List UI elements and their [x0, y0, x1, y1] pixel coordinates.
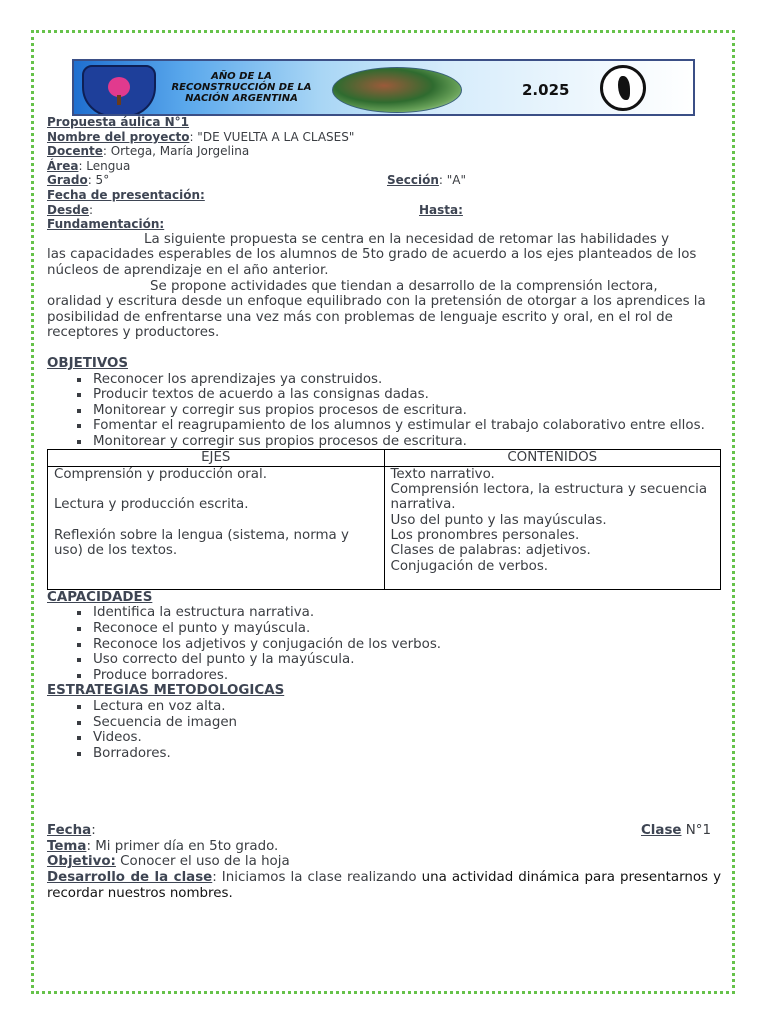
clase-label: Clase: [640, 823, 682, 839]
docente-label: Docente: [47, 144, 103, 159]
contenido-item: Los pronombres personales.: [390, 527, 580, 543]
document-body: [47, 115, 721, 901]
reconstruction-seal-logo: [600, 65, 646, 111]
school-photo: [332, 67, 462, 113]
eje-item: Comprensión y producción oral.: [54, 466, 267, 482]
hasta-label: Hasta:: [419, 202, 463, 217]
banner-title: AÑO DE LA RECONSTRUCCIÓN DE LA NACIÓN ARGENTINA: [171, 71, 312, 104]
paragraph-1-rest: las capacidades esperables de los alumnos de 5to grado de acuerdo a los ejes planteados de los núcleos de aprendizaje en el año anterior.: [47, 247, 697, 278]
list-item: ▪ Monitorear y corregir sus propios procesos de escritura.: [91, 403, 721, 419]
estrategias-heading: ESTRATEGIAS METODOLOGICAS: [47, 683, 285, 699]
list-item: ▪ Borradores.: [91, 746, 721, 762]
desde-label: Desde: [47, 202, 89, 217]
list-item: ▪ Reconocer los aprendizajes ya construidos.: [91, 372, 721, 388]
objetivo-value: Conocer el uso de la hoja: [115, 854, 290, 870]
list-item: ▪ Producir textos de acuerdo a las consignas dadas.: [91, 387, 721, 403]
proyecto-label: Nombre del proyecto: [47, 129, 190, 144]
list-item: ▪ Secuencia de imagen: [91, 715, 721, 731]
grado-value: : 5°: [87, 173, 110, 188]
fundamentacion-label: Fundamentación:: [47, 217, 165, 232]
proyecto-value: : "DE VUELTA A LA CLASES": [189, 129, 355, 144]
propuesta-label: Propuesta áulica N°1: [47, 115, 190, 129]
objetivos-heading: OBJETIVOS: [47, 355, 128, 371]
fecha-clase-row: [47, 823, 721, 839]
list-item: ▪ Monitorear y corregir sus propios procesos de escritura.: [91, 434, 721, 450]
fecha-presentacion-label: Fecha de presentación:: [47, 187, 205, 202]
grado-label: Grado: [47, 173, 88, 188]
capacidades-heading: CAPACIDADES: [47, 589, 153, 605]
fundamentacion-paragraph-1: [47, 232, 721, 279]
eje-item: Lectura y producción escrita.: [54, 497, 249, 513]
table-header-ejes: EJES: [48, 450, 385, 466]
school-shield-logo: [82, 65, 156, 116]
fecha-value: :: [91, 823, 96, 839]
desarrollo-value-a: : Iniciamos la clase realizando: [212, 870, 417, 886]
tema-label: Tema: [47, 838, 87, 854]
area-value: : Lengua: [78, 158, 131, 173]
list-item: ▪ Lectura en voz alta.: [91, 699, 721, 715]
contenidos-cell: [384, 466, 721, 589]
contenido-item: Conjugación de verbos.: [390, 558, 549, 574]
banner-year: 2.025: [522, 81, 570, 99]
list-item: ▪ Identifica la estructura narrativa.: [91, 605, 721, 621]
tema-value: : Mi primer día en 5to grado.: [86, 838, 279, 854]
objetivo-label: Objetivo:: [47, 854, 116, 870]
contenido-item: Comprensión lectora, la estructura y secuencia narrativa.: [390, 482, 708, 513]
clase-value: N°1: [681, 823, 711, 839]
header-banner: [72, 59, 695, 116]
ejes-cell: [48, 466, 385, 589]
list-item: ▪ Reconoce los adjetivos y conjugación de los verbos.: [91, 637, 721, 653]
estrategias-list: [47, 699, 721, 761]
docente-value: : Ortega, María Jorgelina: [102, 144, 250, 159]
list-item: ▪ Fomentar el reagrupamiento de los alumnos y estimular el trabajo colaborativo entre ellos.: [91, 418, 721, 434]
fecha-label: Fecha: [47, 823, 92, 839]
desarrollo-label: Desarrollo de la clase: [47, 870, 213, 886]
desarrollo-paragraph: [47, 870, 721, 901]
desde-value: :: [88, 202, 94, 217]
paragraph-1-first-line: La siguiente propuesta se centra en la necesidad de retomar las habilidades y: [144, 231, 670, 247]
list-item: ▪ Videos.: [91, 730, 721, 746]
desarrollo-value-b: una actividad dinámica para presentarnos y recordar nuestros nombres.: [47, 870, 721, 901]
list-item: ▪ Produce borradores.: [91, 668, 721, 684]
seccion-label: Sección: [387, 173, 439, 188]
list-item: ▪ Uso correcto del punto y la mayúscula.: [91, 652, 721, 668]
area-label: Área: [47, 158, 79, 173]
list-item: ▪ Reconoce el punto y mayúscula.: [91, 621, 721, 637]
contenido-item: Uso del punto y las mayúsculas.: [390, 512, 607, 528]
eje-item: Reflexión sobre la lengua (sistema, norma y uso) de los textos.: [54, 527, 349, 559]
contenido-item: Texto narrativo.: [390, 466, 495, 482]
paragraph-2-rest: oralidad y escritura desde un enfoque equilibrado con la pretensión de otorgar a los aprendices la posibilidad de enfrentarse una vez más con problemas de lenguaje escrito y oral, en el rol de receptores y productores.: [47, 294, 706, 341]
ejes-contenidos-table: [47, 449, 721, 589]
contenido-item: Clases de palabras: adjetivos.: [390, 543, 591, 559]
fundamentacion-paragraph-2: [47, 279, 721, 341]
objetivos-list: [47, 372, 721, 450]
paragraph-2-first-line: Se propone actividades que tiendan a desarrollo de la comprensión lectora,: [150, 278, 658, 294]
table-header-contenidos: CONTENIDOS: [384, 450, 721, 466]
seccion-value: : "A": [438, 173, 467, 188]
capacidades-list: [47, 605, 721, 683]
